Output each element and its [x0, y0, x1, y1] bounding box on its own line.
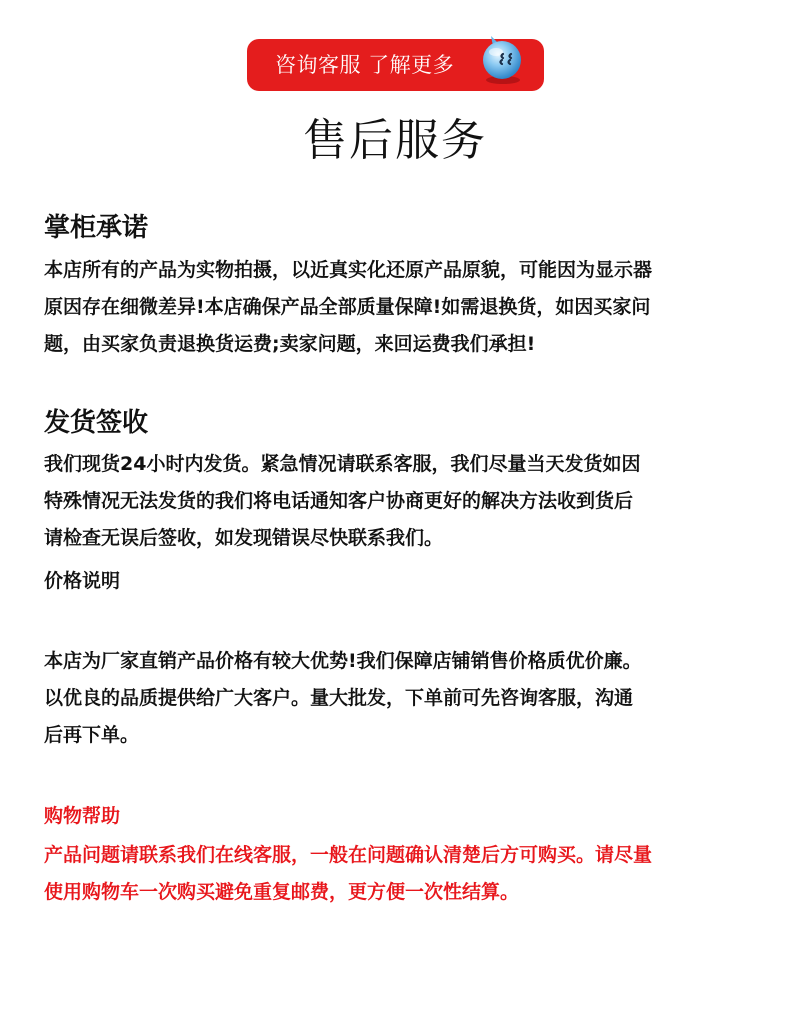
text-line: 特殊情况无法发货的我们将电话通知客户协商更好的解决方法收到货后	[44, 490, 634, 512]
consult-button-label: 咨询客服 了解更多	[275, 53, 455, 77]
section-heading-promise: 掌柜承诺	[44, 213, 149, 243]
text-line: 本店为厂家直销产品价格有较大优势!我们保障店铺销售价格质优价廉。	[44, 650, 642, 672]
section-heading-shipping: 发货签收	[44, 408, 149, 438]
text-line: 请检查无误后签收，如发现错误尽快联系我们。	[44, 527, 444, 549]
text-line: 产品问题请联系我们在线客服，一般在问题确认清楚后方可购买。请尽量	[44, 844, 653, 866]
text-line: 后再下单。	[44, 724, 140, 746]
section-body-shopping-help	[44, 837, 756, 911]
text-line: 使用购物车一次购买避免重复邮费，更方便一次性结算。	[44, 881, 520, 903]
section-body-shipping	[44, 446, 756, 557]
text-line: 题，由买家负责退换货运费;卖家问题，来回运费我们承担!	[44, 333, 536, 355]
text-line: 以优良的品质提供给广大客户。量大批发，下单前可先咨询客服，沟通	[44, 687, 634, 709]
section-heading-pricing: 价格说明	[44, 570, 121, 592]
section-heading-shopping-help: 购物帮助	[44, 805, 121, 827]
section-body-promise	[44, 252, 756, 363]
page-title: 售后服务	[303, 115, 487, 166]
text-line: 原因存在细微差异!本店确保产品全部质量保障!如需退换货，如因买家问	[44, 296, 651, 318]
text-line: 本店所有的产品为实物拍摄，以近真实化还原产品原貌，可能因为显示器	[44, 259, 653, 281]
section-body-pricing	[44, 643, 756, 754]
text-line: 我们现货24小时内发货。紧急情况请联系客服，我们尽量当天发货如因	[44, 453, 641, 475]
qq-chat-mascot-icon[interactable]	[473, 30, 529, 86]
